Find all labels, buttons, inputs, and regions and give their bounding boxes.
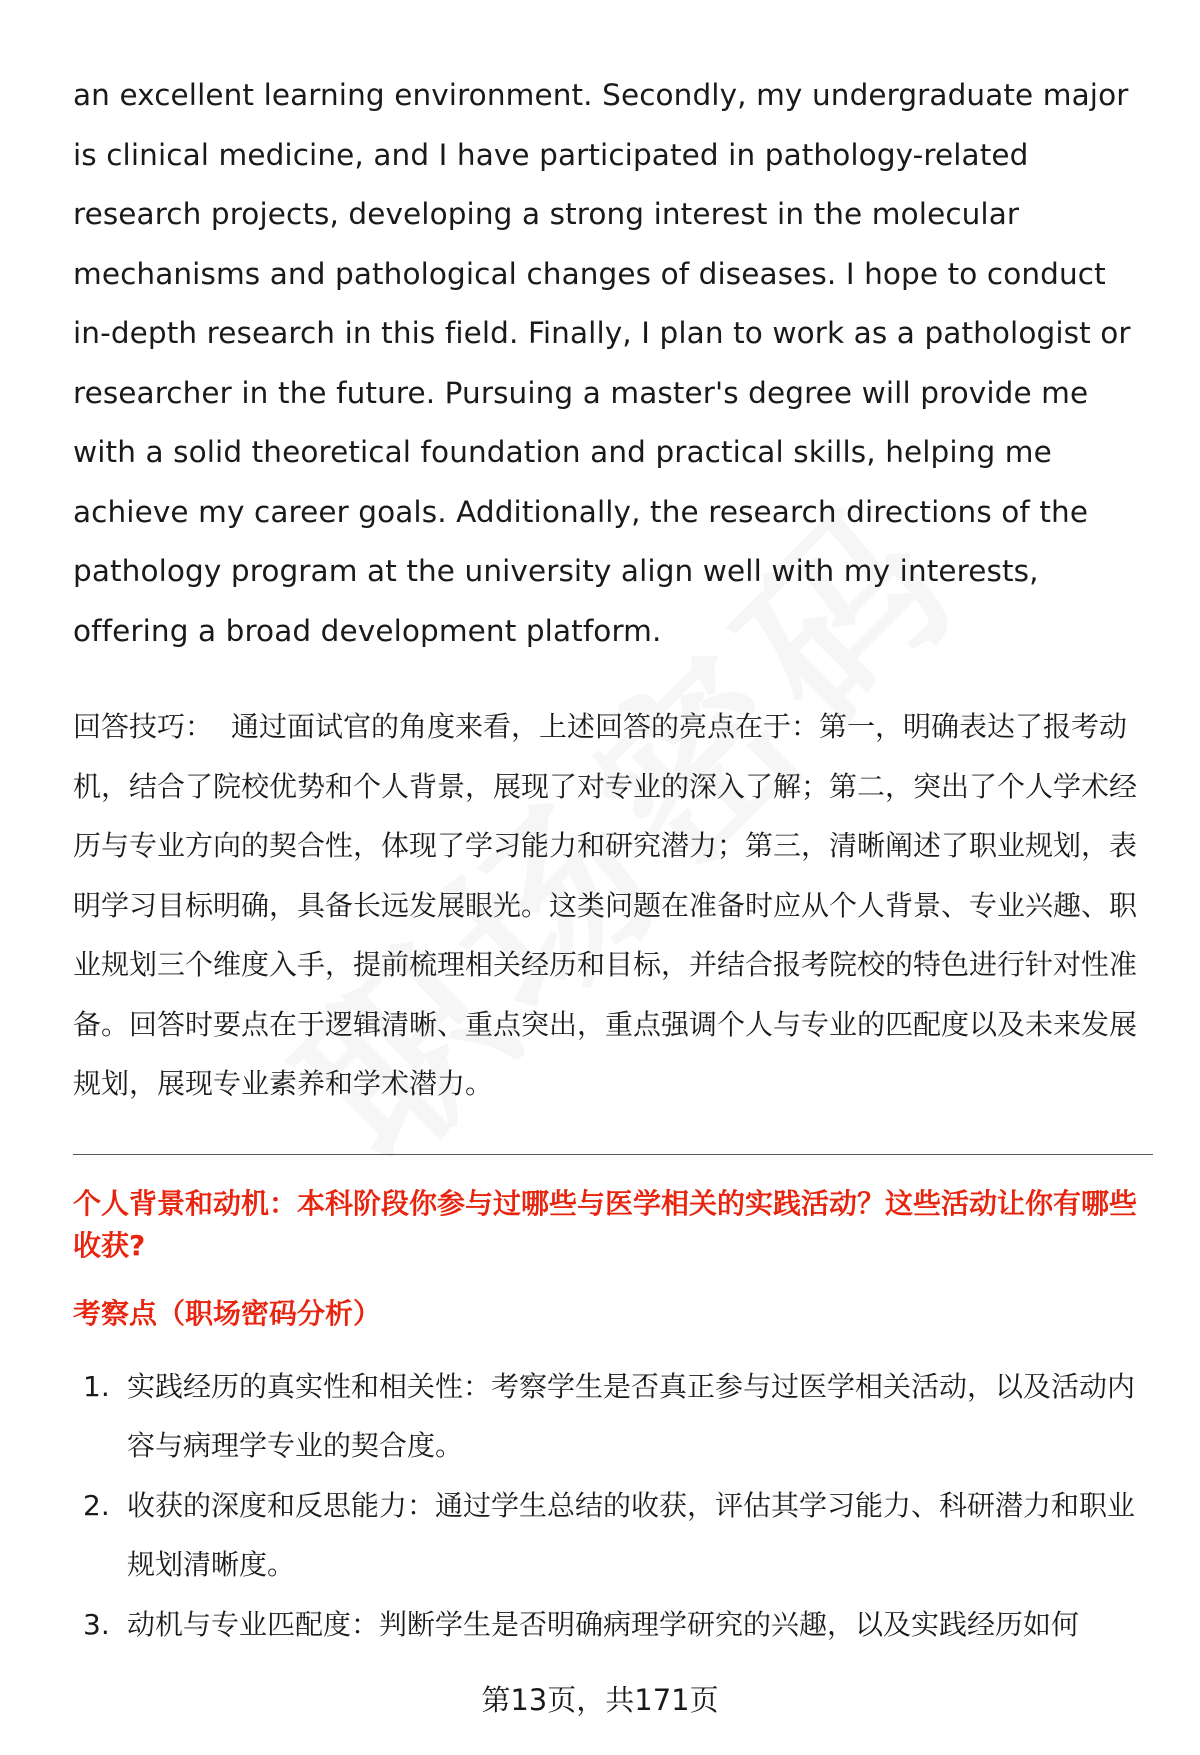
answer-tips-paragraph bbox=[73, 697, 1153, 1114]
question-title: 个人背景和动机：本科阶段你参与过哪些与医学相关的实践活动？这些活动让你有哪些收获? bbox=[73, 1186, 1138, 1262]
list-item-number: 1. bbox=[83, 1369, 110, 1403]
list-item-text: 收获的深度和反思能力：通过学生总结的收获，评估其学习能力、科研潜力和职业规划清晰度。 bbox=[127, 1488, 1136, 1581]
tips-label: 回答技巧： bbox=[73, 710, 214, 743]
analysis-points-list bbox=[73, 1357, 1153, 1655]
list-item bbox=[73, 1476, 1153, 1595]
tips-text: 通过面试官的角度来看，上述回答的亮点在于：第一，明确表达了报考动机，结合了院校优势和个人背景，展现了对专业的深入了解；第二，突出了个人学术经历与专业方向的契合性，体现了学习能力和研究潜力；第三，清晰阐述了职业规划，表明学习目标明确，具备长远发展眼光。这类问题在准备时应从个人背景、专业兴趣、职业规划三个维度入手，提前梳理相关经历和目标，并结合报考院校的特色进行针对性准备。回答时要点在于逻辑清晰、重点突出，重点强调个人与专业的匹配度以及未来发展规划，展现专业素养和学术潜力。 bbox=[73, 710, 1138, 1100]
document-page bbox=[73, 66, 1153, 1654]
section-divider bbox=[73, 1154, 1153, 1155]
analysis-heading: 考察点（职场密码分析） bbox=[73, 1296, 382, 1330]
list-item-text: 实践经历的真实性和相关性：考察学生是否真正参与过医学相关活动，以及活动内容与病理学专业的契合度。 bbox=[127, 1369, 1136, 1462]
english-answer-paragraph: an excellent learning environment. Secondly, my undergraduate major is clinical medicine, and I have participated in pathology-related research projects, developing a strong interest in the molecular mechanisms and pathological changes of diseases. I hope to conduct in-depth research in this field. Finally, I plan to work as a pathologist or researcher in the future. Pursuing a master's degree will provide me with a solid theoretical foundation and practical skills, helping me achieve my career goals. Additionally, the research directions of the pathology program at the university align well with my interests, offering a broad development platform. bbox=[73, 78, 1131, 648]
list-item-number: 3. bbox=[83, 1607, 110, 1641]
list-item bbox=[73, 1595, 1153, 1655]
list-item bbox=[73, 1357, 1153, 1476]
page-number-footer: 第13页，共171页 bbox=[481, 1683, 719, 1717]
list-item-text: 动机与专业匹配度：判断学生是否明确病理学研究的兴趣，以及实践经历如何 bbox=[127, 1607, 1080, 1641]
list-item-number: 2. bbox=[83, 1488, 110, 1522]
